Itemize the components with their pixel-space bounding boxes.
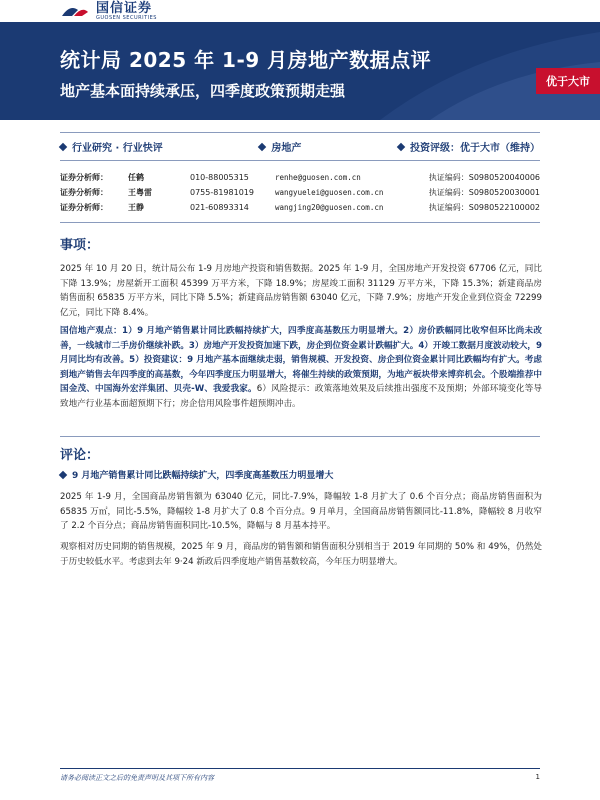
logo-name-cn: 国信证券 — [96, 0, 153, 16]
analyst-cert: 执证编码：S0980522100002 — [428, 203, 540, 212]
analyst-cert: 执证编码：S0980520030001 — [428, 188, 540, 197]
diamond-bullet-icon — [397, 142, 405, 150]
analyst-phone: 010-88005315 — [190, 173, 249, 182]
analyst-phone: 0755-81981019 — [190, 188, 254, 197]
analyst-name: 王粤雷 — [128, 188, 152, 197]
rating-badge: 优于大市 — [536, 68, 600, 94]
analyst-phone: 021-60893314 — [190, 203, 249, 212]
view-risk-notes: 6）风险提示：政策落地效果及后续推出强度不及预期；外部环境变化等导致地产行业基本面超预期下行；房企信用风险事件超预期冲击。 — [60, 384, 542, 409]
logo-name-en: GUOSEN SECURITIES — [96, 14, 157, 21]
footer-disclaimer: 请务必阅读正文之后的免责声明及其项下所有内容 — [60, 774, 214, 782]
footer-divider — [60, 768, 540, 769]
report-industry — [259, 139, 301, 154]
divider — [60, 160, 540, 161]
analyst-email[interactable]: wangjing20@guosen.com.cn — [275, 203, 384, 212]
logo-mark-icon — [60, 2, 90, 20]
report-industry-label: 房地产 — [271, 143, 302, 154]
analyst-email[interactable]: wangyuelei@guosen.com.cn — [275, 188, 384, 197]
company-logo — [60, 0, 157, 22]
analyst-row — [60, 170, 540, 185]
analyst-role: 证券分析师： — [60, 173, 108, 182]
investment-rating — [398, 139, 540, 154]
analyst-role: 证券分析师： — [60, 188, 108, 197]
analyst-cert: 执证编码：S0980520040006 — [428, 173, 540, 182]
view-key-points: 1）9 月地产销售累计同比跌幅持续扩大，四季度高基数压力明显增大。2）房价跌幅同比收窄但环比尚未改善，一线城市二手房价继续补跌。3）房地产开发投资加速下跌，房企到位资金累计跌幅扩大。4）开竣工数据月度波动较大，9 月同比均有改善。5）投资建议：9 月地产基本面继续走弱，销售规模、开发投资、房企到位资金累计同比跌幅均有扩大。考虑到地产销售去年四季度的高基数，今年四季度压力明显增大，将催生持续的政策预期，为地产板块带来博弈机会。个股端推荐中国金茂、中国海外宏洋集团、贝壳-W、我爱我家。 — [60, 326, 543, 394]
divider — [60, 436, 540, 437]
report-subtitle: 地产基本面持续承压，四季度政策预期走强 — [60, 82, 346, 100]
diamond-bullet-icon — [59, 470, 67, 478]
comment-paragraph: 观察相对历史同期的销售规模，2025 年 9 月，商品房的销售额和销售面积分别相当于 2019 年同期的 50% 和 49%，仍然处于历史较低水平。考虑到去年 9·24 新政后四季度地产销售基数较高，今年压力明显增大。 — [60, 542, 542, 567]
events-paragraph: 2025 年 10 月 20 日，统计局公布 1-9 月房地产投资和销售数据。2025 年 1-9 月，全国房地产开发投资 67706 亿元，同比下降 13.9%；房屋新开工面积 45399 万平方米，下降 18.9%；房屋竣工面积 31129 万平方米，下降 15.3%；新建商品房销售面积 65835 万平方米，同比下降 5.5%；新建商品房销售额 63040 亿元，下降 7.9%；房地产开发企业到位资金 72299 亿元，同比下降 8.4%。 — [60, 264, 542, 318]
events-heading: 事项： — [60, 238, 100, 253]
report-category — [60, 139, 163, 154]
report-meta — [60, 139, 540, 154]
analyst-row — [60, 200, 540, 215]
analyst-name: 任鹤 — [128, 173, 144, 182]
view-label: 国信地产观点： — [60, 326, 122, 336]
analyst-name: 王静 — [128, 203, 144, 212]
divider — [60, 132, 540, 133]
report-title: 统计局 2025 年 1-9 月房地产数据点评 — [60, 48, 432, 72]
view-paragraph — [60, 324, 542, 411]
analyst-table — [60, 170, 540, 215]
analyst-email[interactable]: renhe@guosen.com.cn — [275, 173, 361, 182]
comment-bullet-text: 9 月地产销售累计同比跌幅持续扩大，四季度高基数压力明显增大 — [72, 471, 334, 481]
report-category-label: 行业研究 · 行业快评 — [72, 143, 163, 154]
title-banner — [0, 22, 600, 120]
diamond-bullet-icon — [258, 142, 266, 150]
comment-bullet — [60, 468, 540, 481]
page-number: 1 — [535, 773, 540, 781]
analyst-row — [60, 185, 540, 200]
comments-heading: 评论： — [60, 448, 100, 463]
analyst-role: 证券分析师： — [60, 203, 108, 212]
divider — [60, 222, 540, 223]
diamond-bullet-icon — [59, 142, 67, 150]
investment-rating-label: 投资评级：优于大市（维持） — [409, 143, 540, 154]
comment-paragraph: 2025 年 1-9 月，全国商品房销售额为 63040 亿元，同比-7.9%，降幅较 1-8 月扩大了 0.6 个百分点；商品房销售面积为 65835 万㎡，同比-5.5%，降幅较 1-8 月扩大了 0.8 个百分点。9 月单月，全国商品房销售额同比-11.8%，降幅较 8 月收窄了 2.2 个百分点；商品房销售面积同比-10.5%，降幅与 8 月基本持平。 — [60, 492, 542, 531]
